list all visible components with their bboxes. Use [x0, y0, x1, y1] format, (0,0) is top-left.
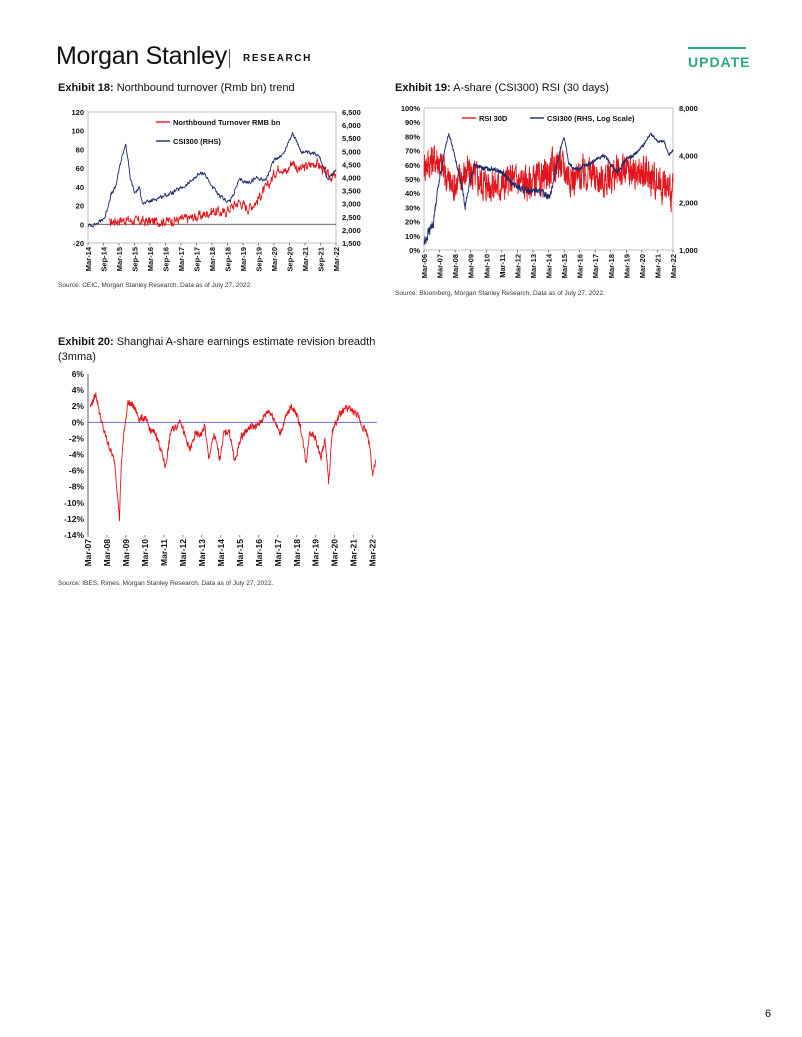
y-tick-label: 20%	[404, 217, 420, 227]
y-tick-label: 100%	[400, 104, 420, 113]
exhibit-19-source: Source: Bloomberg, Morgan Stanley Research. Data as of July 27, 2022.	[395, 290, 605, 297]
y-tick-label: 80%	[404, 132, 420, 142]
x-tick-label: Mar-10	[139, 539, 150, 567]
y-right-tick-label: 5,000	[342, 147, 361, 157]
x-tick-label: Sep-18	[223, 247, 233, 272]
x-tick-label: Sep-17	[192, 247, 202, 272]
x-tick-label: Mar-17	[177, 247, 186, 272]
x-tick-label: Mar-17	[272, 539, 283, 567]
y-tick-label: 0	[79, 220, 84, 230]
x-tick-label: Mar-18	[208, 247, 217, 272]
section-label: RESEARCH	[243, 53, 312, 64]
x-tick-label: Mar-20	[637, 254, 647, 279]
exhibit-18-source: Source: CEIC, Morgan Stanley Research. Data as of July 27, 2022.	[58, 282, 253, 289]
y-tick-label: -10%	[64, 497, 84, 508]
y-right-tick-label: 2,000	[679, 198, 698, 208]
y-tick-label: 4%	[71, 385, 84, 396]
x-tick-label: Mar-20	[270, 247, 279, 272]
y-right-tick-label: 4,500	[342, 160, 361, 170]
y-right-tick-label: 6,500	[342, 108, 361, 117]
x-tick-label: Mar-18	[291, 539, 302, 567]
x-tick-label: Mar-12	[177, 539, 188, 567]
x-tick-label: Mar-09	[466, 254, 476, 279]
y-right-tick-label: 6,000	[342, 121, 361, 131]
brand-logo: Morgan Stanley	[56, 42, 227, 70]
update-tag: UPDATE	[688, 47, 746, 70]
exhibit-19-text: A-share (CSI300) RSI (30 days)	[453, 82, 609, 94]
y-right-tick-label: 4,000	[679, 151, 698, 161]
x-tick-label: Mar-13	[196, 539, 207, 567]
legend-label: CSI300 (RHS, Log Scale)	[547, 114, 635, 123]
x-tick-label: Mar-06	[420, 254, 429, 279]
x-tick-label: Mar-15	[115, 247, 124, 272]
exhibit-18-label: Exhibit 18:	[58, 82, 114, 94]
series-line-0	[90, 393, 375, 521]
x-tick-label: Mar-15	[560, 254, 570, 279]
y-tick-label: -2%	[68, 433, 84, 444]
x-tick-label: Mar-21	[653, 254, 663, 279]
x-tick-label: Sep-14	[99, 247, 109, 272]
x-tick-label: Mar-07	[435, 254, 445, 279]
x-tick-label: Mar-11	[497, 254, 507, 278]
x-tick-label: Mar-14	[215, 539, 226, 567]
x-tick-label: Mar-10	[482, 254, 492, 279]
x-tick-label: Mar-22	[332, 247, 341, 272]
x-tick-label: Mar-08	[101, 539, 112, 567]
x-tick-label: Mar-18	[606, 254, 616, 279]
y-tick-label: 50%	[404, 175, 420, 184]
x-tick-label: Mar-13	[528, 254, 538, 279]
x-tick-label: Mar-21	[301, 247, 310, 272]
y-tick-label: 6%	[71, 369, 84, 379]
y-tick-label: 40%	[404, 189, 420, 199]
y-tick-label: 100	[71, 126, 84, 136]
y-right-tick-label: 2,000	[342, 225, 361, 235]
y-right-tick-label: 8,000	[679, 104, 698, 113]
y-tick-label: 30%	[404, 203, 420, 213]
page-number: 6	[765, 1008, 772, 1020]
y-right-tick-label: 1,000	[679, 246, 698, 255]
y-tick-label: -6%	[68, 465, 84, 476]
x-tick-label: Sep-21	[316, 247, 326, 272]
x-tick-label: Mar-16	[575, 254, 585, 279]
y-tick-label: -4%	[68, 449, 84, 460]
y-right-tick-label: 3,500	[342, 186, 361, 196]
y-tick-label: 80	[75, 145, 84, 155]
x-tick-label: Sep-16	[161, 247, 171, 272]
x-tick-label: Mar-09	[120, 539, 131, 567]
x-tick-label: Mar-16	[253, 539, 264, 567]
y-tick-label: -14%	[64, 530, 84, 540]
y-right-tick-label: 4,000	[342, 173, 361, 183]
x-tick-label: Sep-15	[130, 247, 140, 272]
y-tick-label: 10%	[404, 231, 420, 241]
y-tick-label: 120	[71, 108, 84, 117]
legend-label: RSI 30D	[479, 114, 508, 123]
exhibit-20-label: Exhibit 20:	[58, 336, 114, 348]
x-tick-label: Mar-16	[146, 247, 155, 272]
y-right-tick-label: 5,500	[342, 134, 361, 144]
x-tick-label: Mar-20	[329, 539, 340, 567]
x-tick-label: Mar-12	[513, 254, 523, 279]
y-tick-label: 0%	[409, 246, 420, 255]
y-tick-label: 40	[75, 182, 84, 192]
x-tick-label: Mar-14	[84, 247, 93, 272]
legend-label: CSI300 (RHS)	[173, 137, 221, 146]
x-tick-label: Mar-07	[83, 539, 93, 567]
y-tick-label: 70%	[404, 146, 420, 156]
y-tick-label: 60	[75, 164, 84, 174]
x-tick-label: Mar-22	[669, 254, 678, 279]
exhibit-20-source: Source: IBES, Rimes, Morgan Stanley Research. Data as of July 27, 2022.	[58, 580, 274, 587]
y-tick-label: 0%	[71, 417, 84, 428]
x-tick-label: Mar-08	[451, 254, 461, 279]
exhibit-18-text: Northbound turnover (Rmb bn) trend	[116, 82, 295, 94]
x-tick-label: Mar-14	[544, 254, 554, 279]
y-right-tick-label: 2,500	[342, 212, 361, 222]
x-tick-label: Mar-21	[348, 539, 359, 567]
legend-label: Northbound Turnover RMB bn	[173, 118, 281, 127]
y-tick-label: 20	[75, 201, 84, 211]
x-tick-label: Mar-19	[310, 539, 321, 567]
y-tick-label: -8%	[68, 481, 84, 492]
x-tick-label: Sep-20	[285, 247, 295, 272]
y-tick-label: 2%	[71, 401, 84, 412]
exhibit-20-text-line2: (3mma)	[58, 351, 96, 363]
x-tick-label: Mar-19	[622, 254, 632, 279]
y-tick-label: 60%	[404, 160, 420, 170]
exhibit-20-text: Shanghai A-share earnings estimate revision breadth	[116, 336, 376, 348]
y-tick-label: 90%	[404, 118, 420, 128]
x-tick-label: Mar-19	[239, 247, 248, 272]
x-tick-label: Mar-15	[234, 539, 245, 567]
exhibit-19-label: Exhibit 19:	[395, 82, 451, 94]
x-tick-label: Sep-19	[254, 247, 264, 272]
y-right-tick-label: 1,500	[342, 239, 361, 248]
x-tick-label: Mar-11	[158, 539, 169, 566]
x-tick-label: Mar-22	[367, 539, 378, 567]
x-tick-label: Mar-17	[591, 254, 601, 279]
y-right-tick-label: 3,000	[342, 199, 361, 209]
y-tick-label: -12%	[64, 513, 84, 524]
y-tick-label: -20	[73, 239, 84, 248]
